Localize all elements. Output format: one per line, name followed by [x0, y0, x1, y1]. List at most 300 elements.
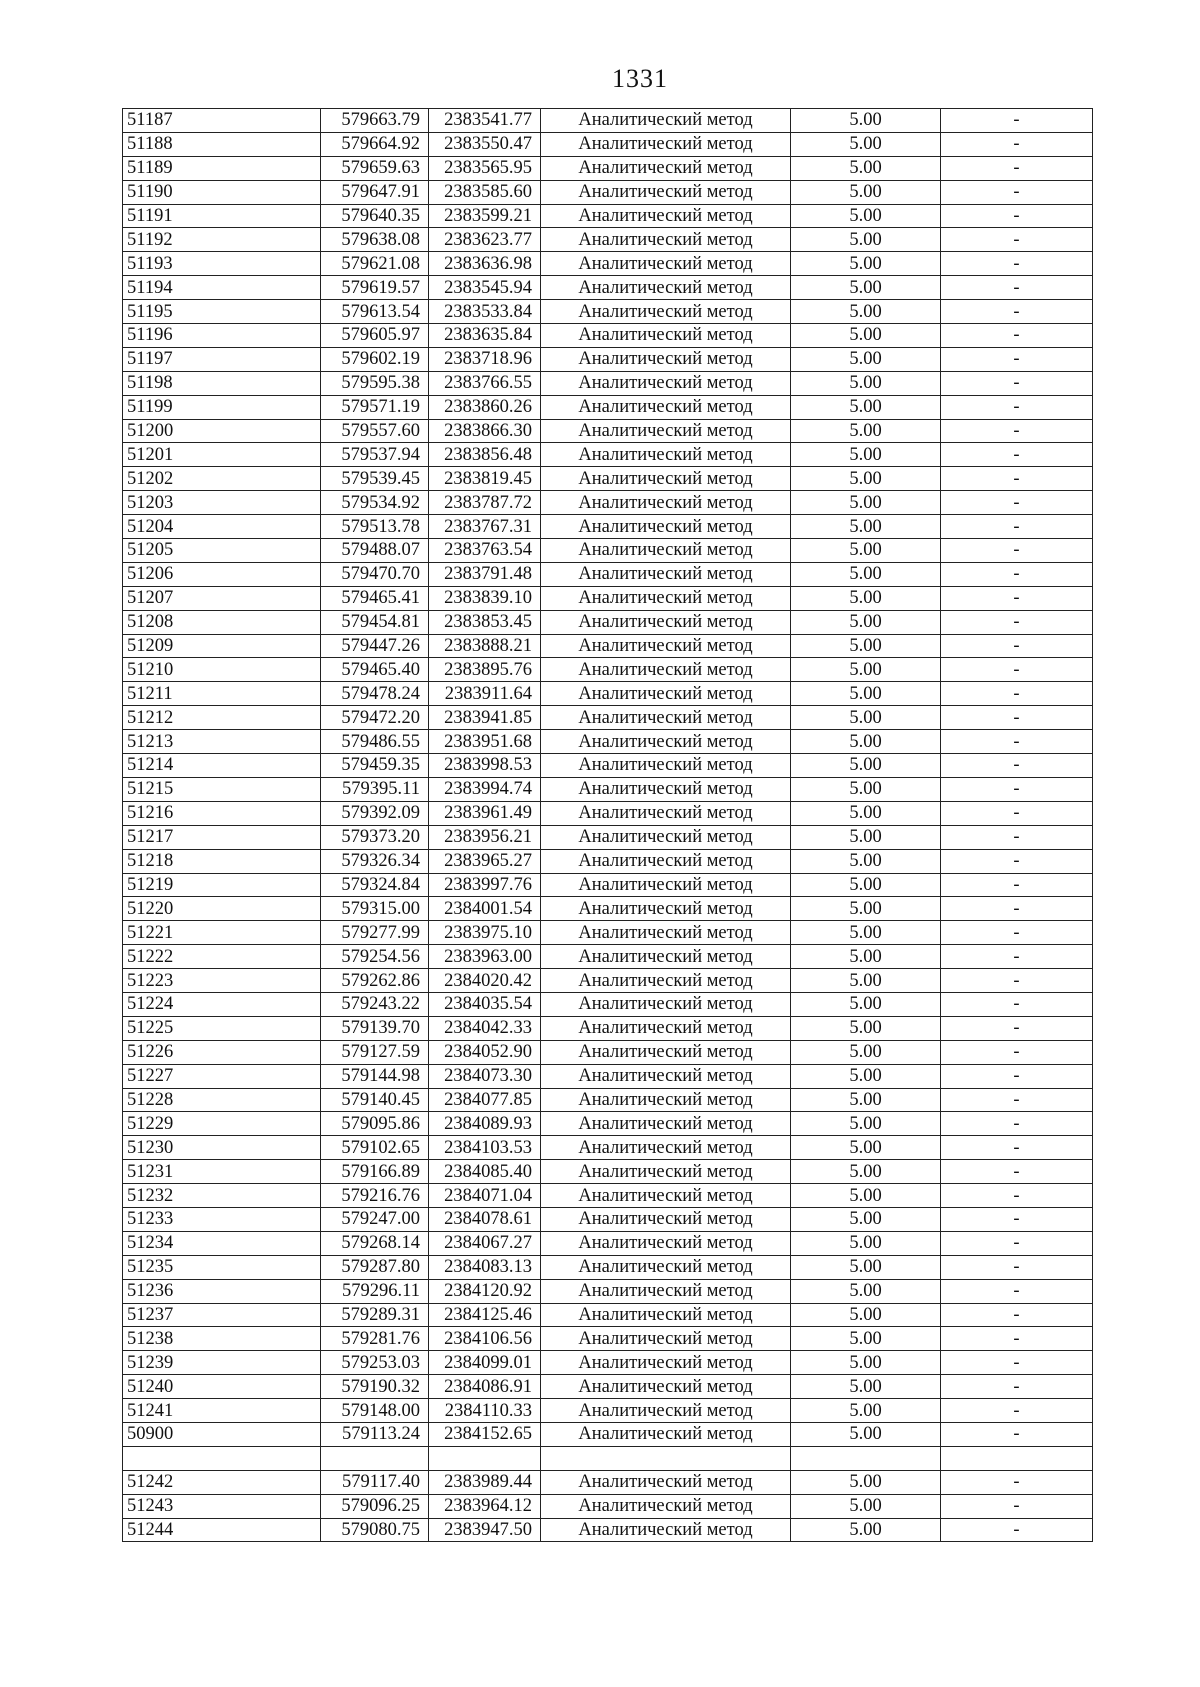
- table-row: [123, 347, 1093, 371]
- table-row: [123, 443, 1093, 467]
- note-cell: -: [941, 754, 1093, 778]
- x-coordinate-cell: 579663.79: [321, 109, 429, 133]
- x-coordinate-cell: 579315.00: [321, 897, 429, 921]
- table-row: [123, 156, 1093, 180]
- y-coordinate-cell: 2383550.47: [429, 132, 541, 156]
- accuracy-cell: 5.00: [791, 586, 941, 610]
- method-cell: Аналитический метод: [541, 1470, 791, 1494]
- x-coordinate-cell: 579571.19: [321, 395, 429, 419]
- table-row: [123, 1016, 1093, 1040]
- x-coordinate-cell: 579465.41: [321, 586, 429, 610]
- accuracy-cell: 5.00: [791, 897, 941, 921]
- note-cell: -: [941, 921, 1093, 945]
- point-id-cell: 51215: [123, 777, 321, 801]
- x-coordinate-cell: 579281.76: [321, 1327, 429, 1351]
- y-coordinate-cell: 2384052.90: [429, 1040, 541, 1064]
- x-coordinate-cell: 579326.34: [321, 849, 429, 873]
- accuracy-cell: 5.00: [791, 969, 941, 993]
- y-coordinate-cell: 2384086.91: [429, 1375, 541, 1399]
- method-cell: Аналитический метод: [541, 1184, 791, 1208]
- table-row: [123, 706, 1093, 730]
- point-id-cell: 51206: [123, 562, 321, 586]
- x-coordinate-cell: 579595.38: [321, 371, 429, 395]
- y-coordinate-cell: 2383718.96: [429, 347, 541, 371]
- point-id-cell: 51204: [123, 515, 321, 539]
- y-coordinate-cell: 2383839.10: [429, 586, 541, 610]
- point-id-cell: 51230: [123, 1136, 321, 1160]
- point-id-cell: 51190: [123, 180, 321, 204]
- coordinates-table: [122, 108, 1093, 1542]
- y-coordinate-cell: 2384106.56: [429, 1327, 541, 1351]
- method-cell: Аналитический метод: [541, 1351, 791, 1375]
- x-coordinate-cell: 579296.11: [321, 1279, 429, 1303]
- x-coordinate-cell: 579102.65: [321, 1136, 429, 1160]
- x-coordinate-cell: 579148.00: [321, 1399, 429, 1423]
- method-cell: Аналитический метод: [541, 276, 791, 300]
- x-coordinate-cell: 579144.98: [321, 1064, 429, 1088]
- accuracy-cell: 5.00: [791, 754, 941, 778]
- y-coordinate-cell: 2384083.13: [429, 1255, 541, 1279]
- table-row: [123, 1303, 1093, 1327]
- x-coordinate-cell: 579216.76: [321, 1184, 429, 1208]
- method-cell: Аналитический метод: [541, 1279, 791, 1303]
- table-row: [123, 777, 1093, 801]
- note-cell: -: [941, 730, 1093, 754]
- note-cell: -: [941, 1518, 1093, 1542]
- table-row: [123, 1112, 1093, 1136]
- accuracy-cell: 5.00: [791, 1207, 941, 1231]
- accuracy-cell: 5.00: [791, 992, 941, 1016]
- method-cell: Аналитический метод: [541, 1136, 791, 1160]
- point-id-cell: 51237: [123, 1303, 321, 1327]
- table-row: [123, 730, 1093, 754]
- empty-cell: [541, 1446, 791, 1470]
- y-coordinate-cell: 2384152.65: [429, 1422, 541, 1446]
- point-id-cell: 51193: [123, 252, 321, 276]
- note-cell: -: [941, 945, 1093, 969]
- point-id-cell: 51189: [123, 156, 321, 180]
- y-coordinate-cell: 2383989.44: [429, 1470, 541, 1494]
- point-id-cell: 51210: [123, 658, 321, 682]
- y-coordinate-cell: 2383964.12: [429, 1494, 541, 1518]
- method-cell: Аналитический метод: [541, 1064, 791, 1088]
- point-id-cell: 51225: [123, 1016, 321, 1040]
- note-cell: -: [941, 1160, 1093, 1184]
- point-id-cell: 51236: [123, 1279, 321, 1303]
- page-number: 1331: [612, 64, 668, 93]
- method-cell: Аналитический метод: [541, 467, 791, 491]
- method-cell: Аналитический метод: [541, 228, 791, 252]
- point-id-cell: 51207: [123, 586, 321, 610]
- accuracy-cell: 5.00: [791, 132, 941, 156]
- table-row: [123, 276, 1093, 300]
- accuracy-cell: 5.00: [791, 1255, 941, 1279]
- x-coordinate-cell: 579324.84: [321, 873, 429, 897]
- table-row: [123, 1231, 1093, 1255]
- point-id-cell: 51223: [123, 969, 321, 993]
- y-coordinate-cell: 2383994.74: [429, 777, 541, 801]
- note-cell: -: [941, 1327, 1093, 1351]
- table-row: [123, 1375, 1093, 1399]
- accuracy-cell: 5.00: [791, 1184, 941, 1208]
- table-row: [123, 610, 1093, 634]
- y-coordinate-cell: 2384067.27: [429, 1231, 541, 1255]
- table-row: [123, 1160, 1093, 1184]
- point-id-cell: 51205: [123, 539, 321, 563]
- note-cell: -: [941, 992, 1093, 1016]
- table-row: [123, 204, 1093, 228]
- y-coordinate-cell: 2383975.10: [429, 921, 541, 945]
- point-id-cell: 51227: [123, 1064, 321, 1088]
- accuracy-cell: 5.00: [791, 777, 941, 801]
- y-coordinate-cell: 2383541.77: [429, 109, 541, 133]
- accuracy-cell: 5.00: [791, 491, 941, 515]
- point-id-cell: 51240: [123, 1375, 321, 1399]
- y-coordinate-cell: 2383623.77: [429, 228, 541, 252]
- accuracy-cell: 5.00: [791, 849, 941, 873]
- table-row: [123, 682, 1093, 706]
- accuracy-cell: 5.00: [791, 1231, 941, 1255]
- x-coordinate-cell: 579459.35: [321, 754, 429, 778]
- method-cell: Аналитический метод: [541, 1422, 791, 1446]
- accuracy-cell: 5.00: [791, 156, 941, 180]
- accuracy-cell: 5.00: [791, 1088, 941, 1112]
- table-row: [123, 1255, 1093, 1279]
- method-cell: Аналитический метод: [541, 300, 791, 324]
- note-cell: -: [941, 658, 1093, 682]
- method-cell: Аналитический метод: [541, 1207, 791, 1231]
- note-cell: -: [941, 300, 1093, 324]
- accuracy-cell: 5.00: [791, 539, 941, 563]
- method-cell: Аналитический метод: [541, 754, 791, 778]
- table-row: [123, 873, 1093, 897]
- accuracy-cell: 5.00: [791, 324, 941, 348]
- y-coordinate-cell: 2384085.40: [429, 1160, 541, 1184]
- note-cell: -: [941, 1016, 1093, 1040]
- y-coordinate-cell: 2383636.98: [429, 252, 541, 276]
- x-coordinate-cell: 579621.08: [321, 252, 429, 276]
- y-coordinate-cell: 2384071.04: [429, 1184, 541, 1208]
- accuracy-cell: 5.00: [791, 1470, 941, 1494]
- y-coordinate-cell: 2384125.46: [429, 1303, 541, 1327]
- empty-cell: [123, 1446, 321, 1470]
- empty-cell: [321, 1446, 429, 1470]
- y-coordinate-cell: 2383941.85: [429, 706, 541, 730]
- x-coordinate-cell: 579080.75: [321, 1518, 429, 1542]
- accuracy-cell: 5.00: [791, 730, 941, 754]
- table-row: [123, 1351, 1093, 1375]
- point-id-cell: 51224: [123, 992, 321, 1016]
- table-row: [123, 921, 1093, 945]
- accuracy-cell: 5.00: [791, 1375, 941, 1399]
- note-cell: -: [941, 132, 1093, 156]
- y-coordinate-cell: 2384089.93: [429, 1112, 541, 1136]
- note-cell: -: [941, 897, 1093, 921]
- method-cell: Аналитический метод: [541, 1399, 791, 1423]
- note-cell: -: [941, 276, 1093, 300]
- x-coordinate-cell: 579472.20: [321, 706, 429, 730]
- x-coordinate-cell: 579113.24: [321, 1422, 429, 1446]
- method-cell: Аналитический метод: [541, 419, 791, 443]
- note-cell: -: [941, 419, 1093, 443]
- method-cell: Аналитический метод: [541, 1375, 791, 1399]
- point-id-cell: 51218: [123, 849, 321, 873]
- point-id-cell: 51243: [123, 1494, 321, 1518]
- method-cell: Аналитический метод: [541, 324, 791, 348]
- point-id-cell: 51232: [123, 1184, 321, 1208]
- table-row: [123, 1064, 1093, 1088]
- accuracy-cell: 5.00: [791, 1279, 941, 1303]
- table-row: [123, 1494, 1093, 1518]
- x-coordinate-cell: 579619.57: [321, 276, 429, 300]
- method-cell: Аналитический метод: [541, 1303, 791, 1327]
- point-id-cell: 51241: [123, 1399, 321, 1423]
- note-cell: -: [941, 180, 1093, 204]
- method-cell: Аналитический метод: [541, 1518, 791, 1542]
- point-id-cell: 51212: [123, 706, 321, 730]
- method-cell: Аналитический метод: [541, 658, 791, 682]
- accuracy-cell: 5.00: [791, 467, 941, 491]
- x-coordinate-cell: 579096.25: [321, 1494, 429, 1518]
- method-cell: Аналитический метод: [541, 204, 791, 228]
- accuracy-cell: 5.00: [791, 1351, 941, 1375]
- x-coordinate-cell: 579613.54: [321, 300, 429, 324]
- x-coordinate-cell: 579392.09: [321, 801, 429, 825]
- table-row: [123, 658, 1093, 682]
- table-row: [123, 1470, 1093, 1494]
- point-id-cell: 51211: [123, 682, 321, 706]
- x-coordinate-cell: 579447.26: [321, 634, 429, 658]
- accuracy-cell: 5.00: [791, 562, 941, 586]
- note-cell: -: [941, 1112, 1093, 1136]
- x-coordinate-cell: 579602.19: [321, 347, 429, 371]
- table-row: [123, 1207, 1093, 1231]
- accuracy-cell: 5.00: [791, 443, 941, 467]
- point-id-cell: 51221: [123, 921, 321, 945]
- x-coordinate-cell: 579647.91: [321, 180, 429, 204]
- y-coordinate-cell: 2383965.27: [429, 849, 541, 873]
- accuracy-cell: 5.00: [791, 1112, 941, 1136]
- x-coordinate-cell: 579534.92: [321, 491, 429, 515]
- table-row: [123, 419, 1093, 443]
- accuracy-cell: 5.00: [791, 1136, 941, 1160]
- x-coordinate-cell: 579488.07: [321, 539, 429, 563]
- point-id-cell: 51208: [123, 610, 321, 634]
- x-coordinate-cell: 579127.59: [321, 1040, 429, 1064]
- coordinates-table-body: [123, 109, 1093, 1542]
- x-coordinate-cell: 579253.03: [321, 1351, 429, 1375]
- y-coordinate-cell: 2383819.45: [429, 467, 541, 491]
- y-coordinate-cell: 2383956.21: [429, 825, 541, 849]
- note-cell: -: [941, 347, 1093, 371]
- accuracy-cell: 5.00: [791, 300, 941, 324]
- x-coordinate-cell: 579478.24: [321, 682, 429, 706]
- point-id-cell: 51242: [123, 1470, 321, 1494]
- note-cell: -: [941, 491, 1093, 515]
- table-row: [123, 586, 1093, 610]
- x-coordinate-cell: 579095.86: [321, 1112, 429, 1136]
- note-cell: -: [941, 849, 1093, 873]
- accuracy-cell: 5.00: [791, 1494, 941, 1518]
- accuracy-cell: 5.00: [791, 706, 941, 730]
- x-coordinate-cell: 579243.22: [321, 992, 429, 1016]
- point-id-cell: 51217: [123, 825, 321, 849]
- method-cell: Аналитический метод: [541, 777, 791, 801]
- accuracy-cell: 5.00: [791, 109, 941, 133]
- accuracy-cell: 5.00: [791, 658, 941, 682]
- y-coordinate-cell: 2383866.30: [429, 419, 541, 443]
- method-cell: Аналитический метод: [541, 969, 791, 993]
- empty-cell: [941, 1446, 1093, 1470]
- method-cell: Аналитический метод: [541, 1160, 791, 1184]
- method-cell: Аналитический метод: [541, 395, 791, 419]
- method-cell: Аналитический метод: [541, 371, 791, 395]
- accuracy-cell: 5.00: [791, 945, 941, 969]
- y-coordinate-cell: 2383791.48: [429, 562, 541, 586]
- x-coordinate-cell: 579659.63: [321, 156, 429, 180]
- method-cell: Аналитический метод: [541, 849, 791, 873]
- note-cell: -: [941, 1255, 1093, 1279]
- x-coordinate-cell: 579454.81: [321, 610, 429, 634]
- x-coordinate-cell: 579289.31: [321, 1303, 429, 1327]
- note-cell: -: [941, 1470, 1093, 1494]
- point-id-cell: 50900: [123, 1422, 321, 1446]
- y-coordinate-cell: 2384001.54: [429, 897, 541, 921]
- method-cell: Аналитический метод: [541, 132, 791, 156]
- empty-cell: [791, 1446, 941, 1470]
- x-coordinate-cell: 579539.45: [321, 467, 429, 491]
- table-row: [123, 228, 1093, 252]
- note-cell: -: [941, 204, 1093, 228]
- accuracy-cell: 5.00: [791, 252, 941, 276]
- x-coordinate-cell: 579247.00: [321, 1207, 429, 1231]
- accuracy-cell: 5.00: [791, 515, 941, 539]
- method-cell: Аналитический метод: [541, 1255, 791, 1279]
- accuracy-cell: 5.00: [791, 1327, 941, 1351]
- table-row: [123, 467, 1093, 491]
- accuracy-cell: 5.00: [791, 801, 941, 825]
- point-id-cell: 51235: [123, 1255, 321, 1279]
- note-cell: -: [941, 586, 1093, 610]
- note-cell: -: [941, 682, 1093, 706]
- note-cell: -: [941, 228, 1093, 252]
- accuracy-cell: 5.00: [791, 419, 941, 443]
- point-id-cell: 51203: [123, 491, 321, 515]
- note-cell: -: [941, 1231, 1093, 1255]
- table-row: [123, 324, 1093, 348]
- note-cell: -: [941, 1399, 1093, 1423]
- table-row: [123, 539, 1093, 563]
- point-id-cell: 51201: [123, 443, 321, 467]
- note-cell: -: [941, 1279, 1093, 1303]
- note-cell: -: [941, 801, 1093, 825]
- point-id-cell: 51239: [123, 1351, 321, 1375]
- note-cell: -: [941, 777, 1093, 801]
- method-cell: Аналитический метод: [541, 562, 791, 586]
- point-id-cell: 51196: [123, 324, 321, 348]
- table-row: [123, 1399, 1093, 1423]
- note-cell: -: [941, 1207, 1093, 1231]
- method-cell: Аналитический метод: [541, 539, 791, 563]
- y-coordinate-cell: 2384077.85: [429, 1088, 541, 1112]
- method-cell: Аналитический метод: [541, 443, 791, 467]
- table-row: [123, 1040, 1093, 1064]
- method-cell: Аналитический метод: [541, 682, 791, 706]
- point-id-cell: 51200: [123, 419, 321, 443]
- table-row: [123, 300, 1093, 324]
- y-coordinate-cell: 2383635.84: [429, 324, 541, 348]
- x-coordinate-cell: 579166.89: [321, 1160, 429, 1184]
- method-cell: Аналитический метод: [541, 252, 791, 276]
- point-id-cell: 51209: [123, 634, 321, 658]
- y-coordinate-cell: 2384078.61: [429, 1207, 541, 1231]
- y-coordinate-cell: 2384120.92: [429, 1279, 541, 1303]
- accuracy-cell: 5.00: [791, 634, 941, 658]
- table-row: [123, 1518, 1093, 1542]
- method-cell: Аналитический метод: [541, 1494, 791, 1518]
- table-row: [123, 992, 1093, 1016]
- method-cell: Аналитический метод: [541, 586, 791, 610]
- point-id-cell: 51195: [123, 300, 321, 324]
- note-cell: -: [941, 395, 1093, 419]
- point-id-cell: 51199: [123, 395, 321, 419]
- point-id-cell: 51229: [123, 1112, 321, 1136]
- point-id-cell: 51234: [123, 1231, 321, 1255]
- method-cell: Аналитический метод: [541, 610, 791, 634]
- method-cell: Аналитический метод: [541, 1040, 791, 1064]
- y-coordinate-cell: 2384020.42: [429, 969, 541, 993]
- y-coordinate-cell: 2383545.94: [429, 276, 541, 300]
- note-cell: -: [941, 562, 1093, 586]
- note-cell: -: [941, 1494, 1093, 1518]
- method-cell: Аналитический метод: [541, 515, 791, 539]
- table-row: [123, 1279, 1093, 1303]
- table-row: [123, 945, 1093, 969]
- point-id-cell: 51238: [123, 1327, 321, 1351]
- note-cell: -: [941, 324, 1093, 348]
- note-cell: -: [941, 467, 1093, 491]
- point-id-cell: 51214: [123, 754, 321, 778]
- method-cell: Аналитический метод: [541, 801, 791, 825]
- method-cell: Аналитический метод: [541, 1112, 791, 1136]
- y-coordinate-cell: 2383766.55: [429, 371, 541, 395]
- note-cell: -: [941, 515, 1093, 539]
- table-row: [123, 491, 1093, 515]
- note-cell: -: [941, 1136, 1093, 1160]
- accuracy-cell: 5.00: [791, 204, 941, 228]
- accuracy-cell: 5.00: [791, 1064, 941, 1088]
- x-coordinate-cell: 579537.94: [321, 443, 429, 467]
- table-row: [123, 1088, 1093, 1112]
- note-cell: -: [941, 825, 1093, 849]
- method-cell: Аналитический метод: [541, 1088, 791, 1112]
- y-coordinate-cell: 2383911.64: [429, 682, 541, 706]
- x-coordinate-cell: 579465.40: [321, 658, 429, 682]
- y-coordinate-cell: 2383895.76: [429, 658, 541, 682]
- method-cell: Аналитический метод: [541, 945, 791, 969]
- note-cell: -: [941, 539, 1093, 563]
- method-cell: Аналитический метод: [541, 1231, 791, 1255]
- method-cell: Аналитический метод: [541, 156, 791, 180]
- note-cell: -: [941, 1064, 1093, 1088]
- point-id-cell: 51198: [123, 371, 321, 395]
- accuracy-cell: 5.00: [791, 873, 941, 897]
- accuracy-cell: 5.00: [791, 921, 941, 945]
- note-cell: -: [941, 969, 1093, 993]
- y-coordinate-cell: 2383787.72: [429, 491, 541, 515]
- point-id-cell: 51202: [123, 467, 321, 491]
- note-cell: -: [941, 156, 1093, 180]
